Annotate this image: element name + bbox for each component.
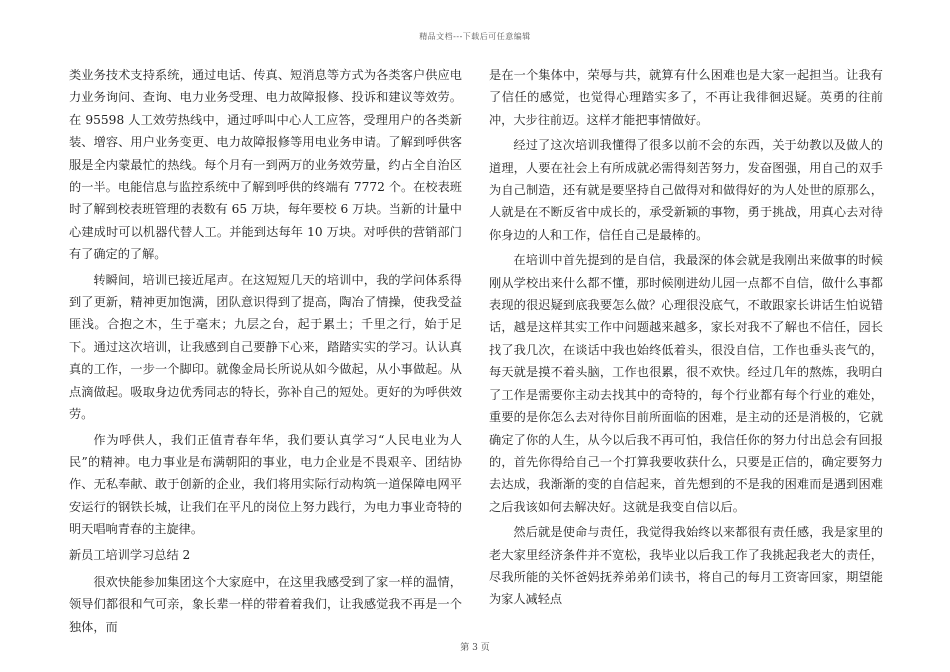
section-heading: 新员工培训学习总结 2 (69, 547, 191, 562)
paragraph: 很欢快能参加集团这个大家庭中，在这里我感受到了家一样的温情，领导们都很和气可亲，象长辈一样的带着着我们，让我感觉我不再是一个独体，而 (69, 574, 462, 634)
paragraph: 然后就是使命与责任，我觉得我始终以来都很有责任感，我是家里的老大家里经济条件并不宽松，我毕业以后我工作了我挑起我老大的责任，尽我所能的关怀爸妈抚养弟弟们读书，将自己的每月工资寄回家，期望能为家人减轻点 (489, 525, 883, 607)
paragraph: 经过了这次培训我懂得了很多以前不会的东西，关于幼教以及做人的道理，人要在社会上有所成就必需得刻苦努力，发奋图强，用自己的双手为自己制造，还有就是要坚持自己做得对和做得好的为人处世的原那么，人就是在不断反省中成长的，承受新颖的事物，勇于挑战，用真心去对待你身边的人和工作，信任自己是最棒的。 (489, 138, 883, 242)
paragraph: 类业务技术支持系统，通过电话、传真、短消息等方式为各类客户供应电力业务询问、查询、电力业务受理、电力故障报修、投诉和建议等效劳。在 95598 人工效劳热线中，通过呼叫中心人工应答，受理用户的各类新装、增容、用户业务变更、电力故障报修等用电业务申请。了解到呼供客服是全内蒙最忙的热线。每个月有一到两万的业务效劳量，约占全自治区的一半。电能信息与监控系统中了解到呼供的终端有 7772 个。在校表班时了解到校表班管理的表数有 65 万块，每年要校 6 万块。当新的计量中心建成时可以机器代替人工。并能到达每年 10 万块。对呼供的营销部门有了确定的了解。 (69, 68, 462, 262)
paragraph: 作为呼供人，我们正值青春年华，我们要认真学习“人民电业为人民”的精神。电力事业是布满朝阳的事业，电力企业是不畏艰辛、团结协作、无私奉献、敢于创新的企业，我们将用实际行动构筑一道保障电网平安运行的钢铁长城，让我们在平凡的岗位上努力践行，为电力事业奇特的明天唱响青春的主旋律。 (69, 432, 462, 537)
page-number: 第 3 页 (460, 643, 490, 653)
right-column (489, 64, 883, 614)
left-column (69, 64, 462, 641)
page-header: 精品文档---下载后可任意编辑 (419, 32, 531, 41)
paragraph: 转瞬间，培训已接近尾声。在这短短几天的培训中，我的学问体系得到了更新，精神更加饱满，团队意识得到了提高，陶冶了情操，使我受益匪浅。合抱之木，生于毫末；九层之台，起于累土；千里之行，始于足下。通过这次培训，让我感到自己要静下心来，踏踏实实的学习。认认真真的工作，一步一个脚印。就像金局长所说从如今做起，从小事做起。从点滴做起。吸取身边优秀同志的特长，弥补自己的短处。更好的为呼供效劳。 (69, 272, 462, 422)
paragraph: 是在一个集体中，荣辱与共，就算有什么困难也是大家一起担当。让我有了信任的感觉，也觉得心理踏实多了，不再让我徘徊迟疑。英勇的往前冲，大步往前迈。这样才能把事情做好。 (489, 68, 883, 127)
paragraph: 在培训中首先提到的是自信，我最深的体会就是我刚出来做事的时候刚从学校出来什么都不懂，那时候刚进幼儿园一点都不自信，做什么事都表现的很迟疑到底我要怎么做？心理很没底气，不敢跟家长讲话生怕说错话，越是这样其实工作中问题越来越多，家长对我不了解也不信任，园长找了我几次，在谈话中我也始终低着头，很没自信，工作也垂头丧气的，每天就是摸不着头脑，工作也很累，很不欢快。经过几年的熬炼，我明白了工作是需要你主动去找其中的奇特的，每个行业都有每个行业的难处，重要的是你怎么去对待你目前所面临的困难，是主动的还是消极的，它就确定了你的人生，从今以后我不再可怕，我信任你的努力付出总会有回报的，首先你得给自己一个打算我要收获什么，只要是正信的，确定要努力去达成，我渐渐的变的自信起来，首先想到的不是我的困难而是遇到困难之后我该如何去解决好。这就是我变自信以后。 (489, 253, 883, 514)
